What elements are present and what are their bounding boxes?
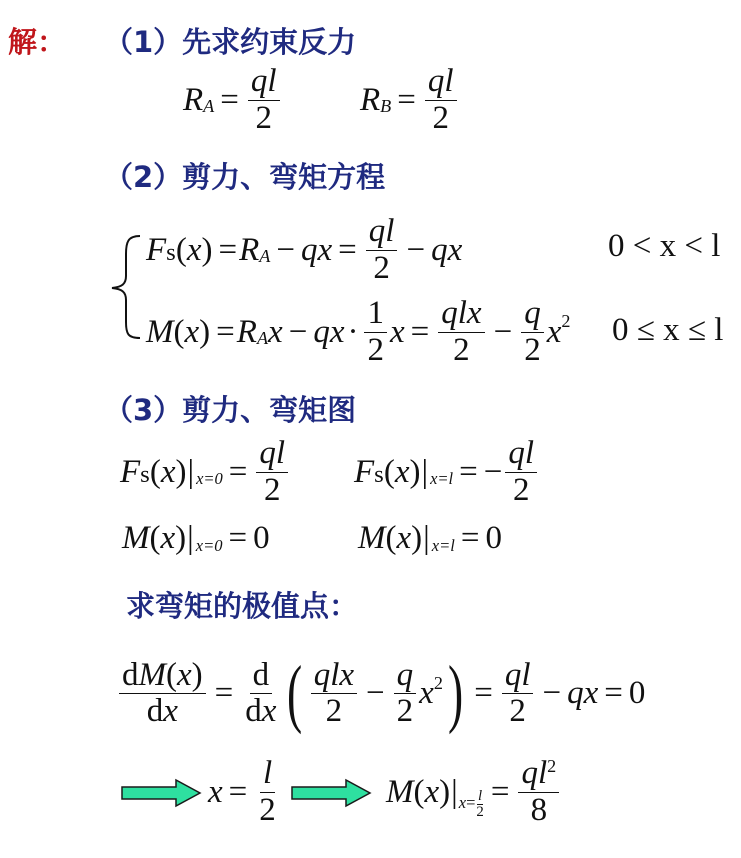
step1-title: （1）先求约束反力 (104, 25, 357, 59)
extreme-x-result: x = $\frac{l}{2}$ (208, 755, 276, 828)
step3-title: （3）剪力、弯矩图 (104, 393, 357, 427)
right-arrow-icon (120, 778, 202, 808)
shear-force-range: 0 < x < l (608, 228, 721, 264)
moment-at-zero: M ( x ) | x=0 = 0 (122, 520, 270, 556)
step2-title: （2）剪力、弯矩方程 (104, 160, 386, 194)
bending-moment-equation: M ( x ) = R A x − qx · $\frac{1}{2}$ x = $\frac{\text{qlx}}{2}$ − $\frac{q}{2}$ x 2 (146, 295, 571, 368)
shear-at-l: F s ( x ) | x=l = − $\frac{ql}{2}$ (354, 436, 540, 508)
left-brace-icon (108, 232, 144, 342)
shear-at-zero: F s ( x ) | x=0 = $\frac{ql}{2}$ (120, 436, 291, 508)
right-arrow-icon (290, 778, 372, 808)
reaction-rb-equation: R B = $\frac{ql}{2}$ (360, 64, 460, 136)
moment-at-l: M ( x ) | x=l = 0 (358, 520, 502, 556)
extreme-title: 求弯矩的极值点： (126, 589, 359, 623)
bending-moment-range: 0 ≤ x ≤ l (612, 312, 724, 348)
shear-force-equation: F s ( x ) = R A − qx = $\frac{ql}{2}$ − qx (146, 213, 463, 286)
max-moment-result: M ( x ) | x= $\frac{l}{2}$ = $\frac{ql^2}{8}$ (386, 756, 562, 828)
solution-label: 解： (8, 25, 67, 59)
reaction-ra-equation: R A = $\frac{ql}{2}$ (183, 64, 283, 136)
derivative-equation: $\frac{dM(x)}{dx}$ = $\frac{d}{dx}$ ( $\frac{\text{qlx}}{2}$ − $\frac{q}{2}$ x 2 ) = $\frac{ql}{2}$ − qx = 0 (116, 656, 645, 732)
